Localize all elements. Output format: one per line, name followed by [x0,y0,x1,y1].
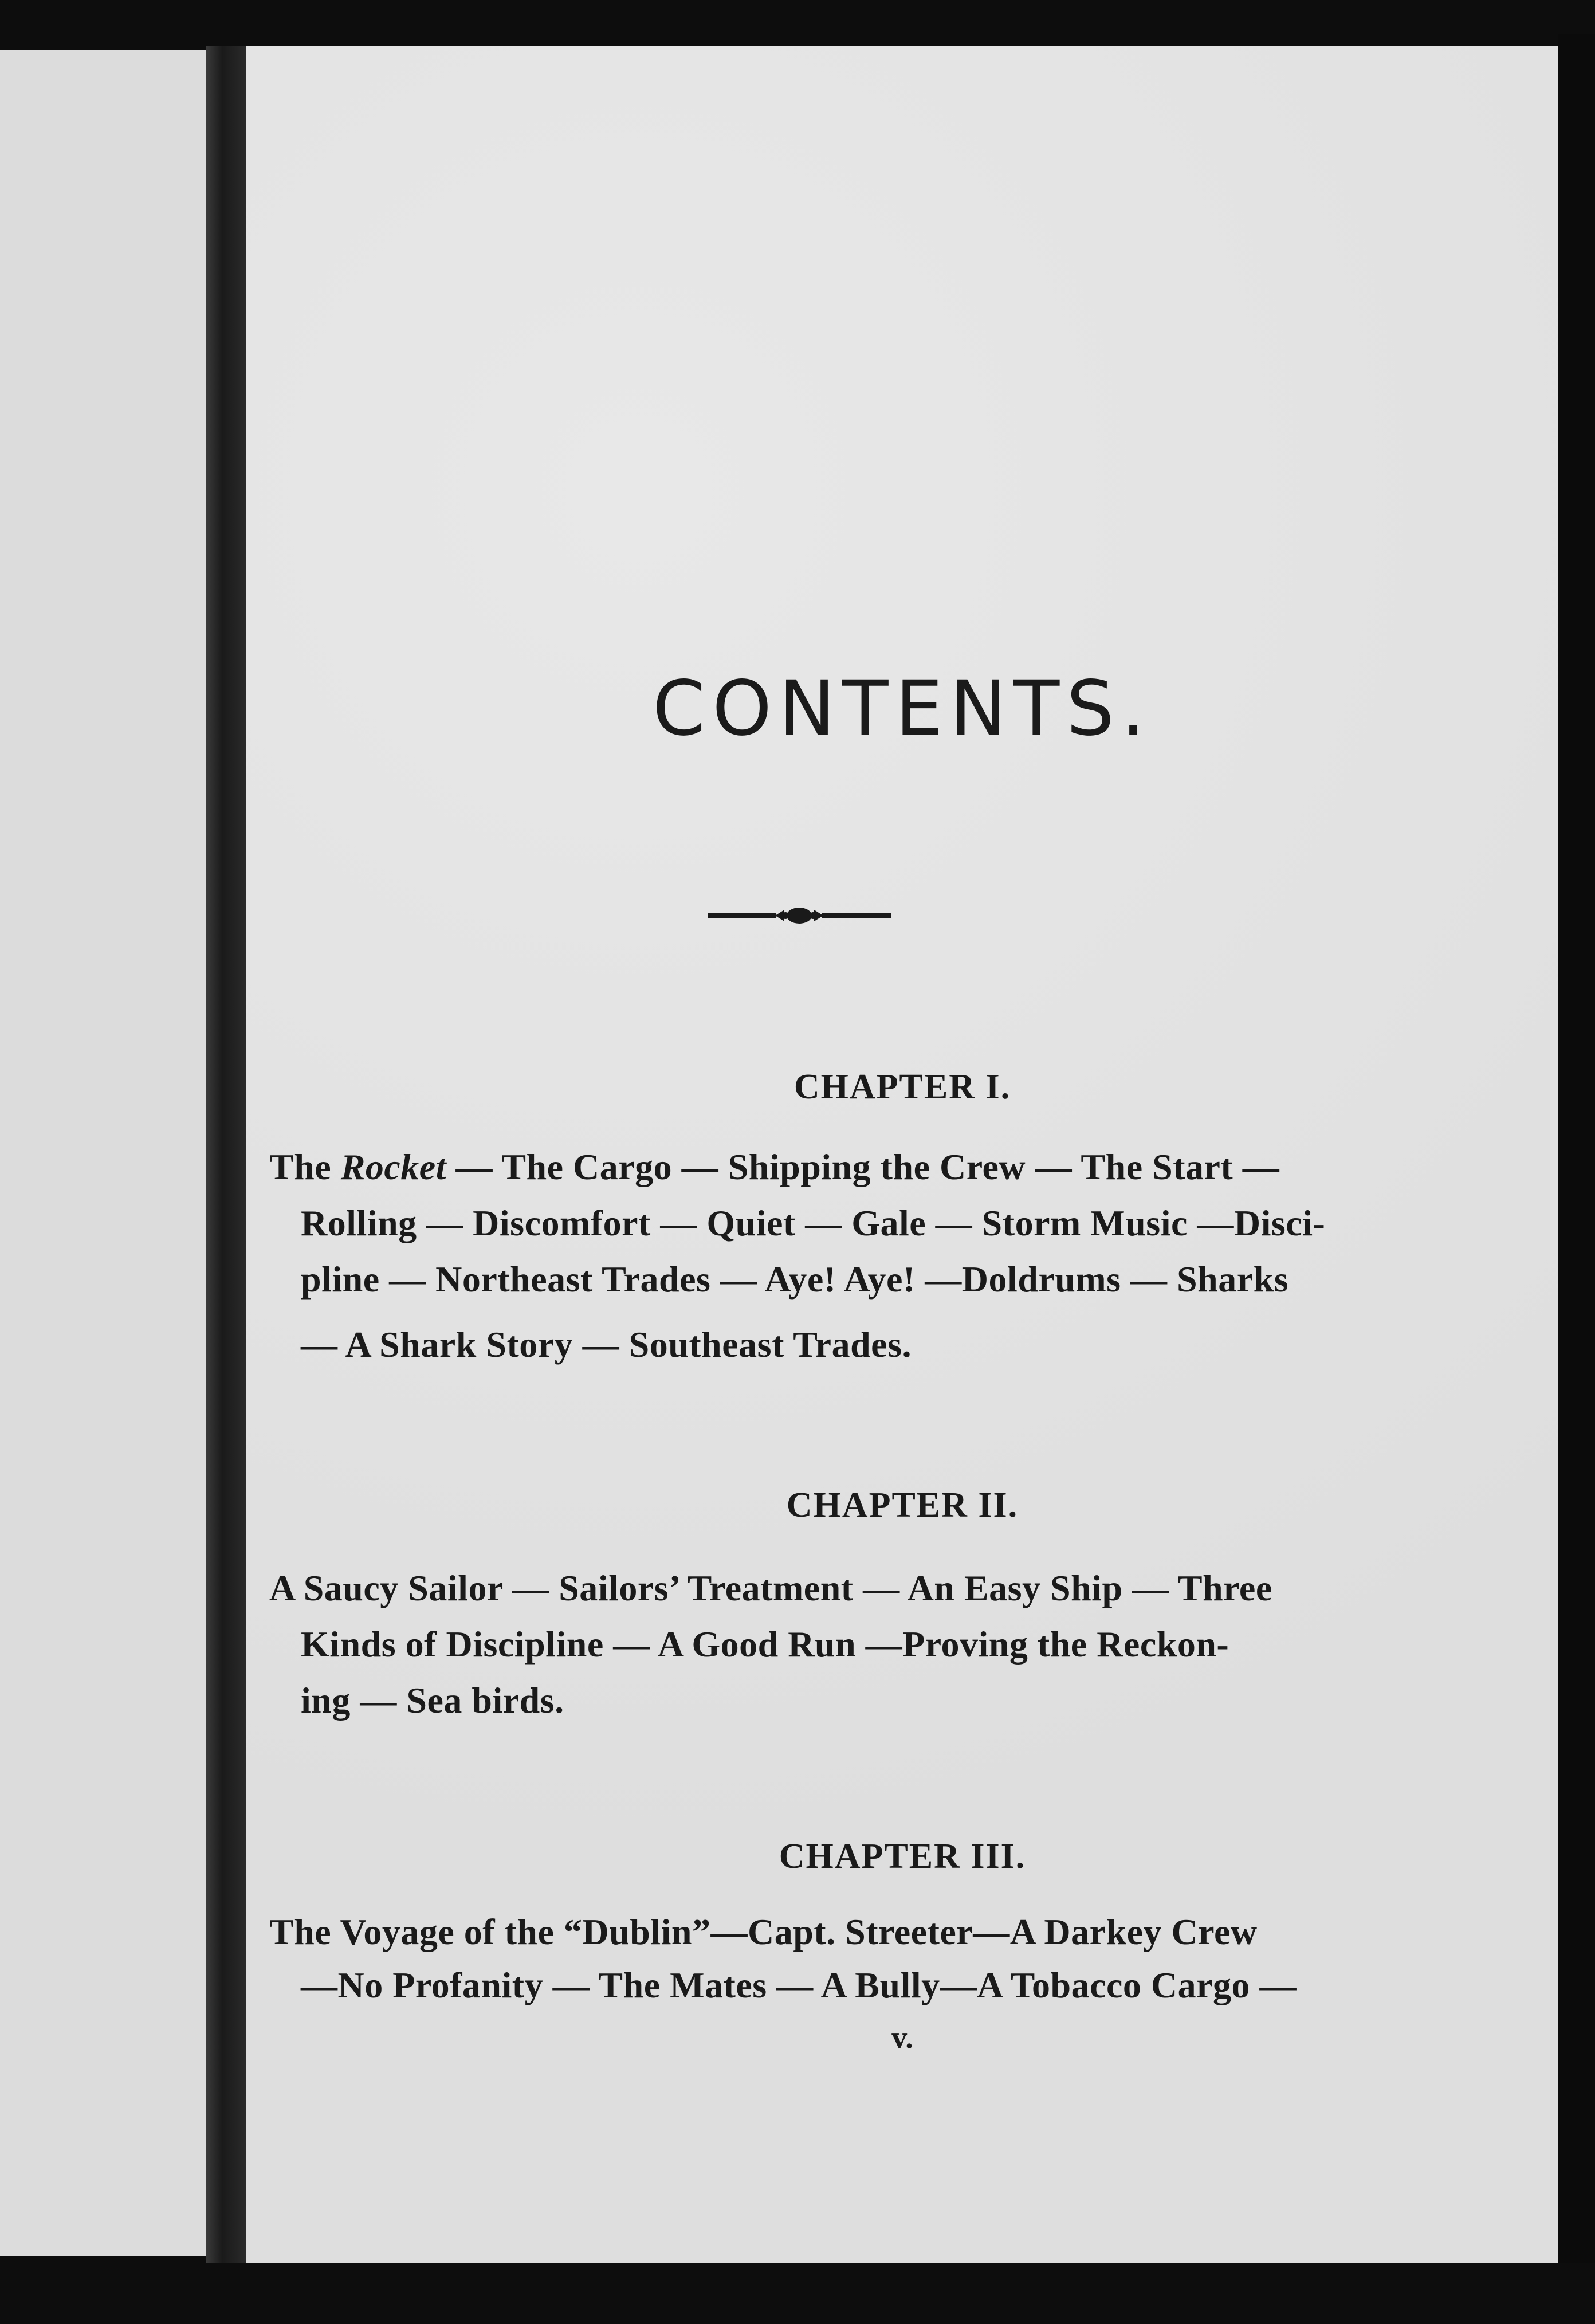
chapter-summary-line: —No Profanity — The Mates — A Bully—A Tobacco Cargo — [301,1965,1297,2005]
page-number: v. [891,2020,913,2055]
book-gutter [206,46,246,2263]
chapter-heading: CHAPTER I. [793,1067,1011,1106]
chapter-summary-line: — A Shark Story — Southeast Trades. [301,1324,912,1365]
chapter-summary-line: A Saucy Sailor — Sailors’ Treatment — An Easy Ship — Three [269,1568,1272,1608]
chapter-heading: CHAPTER II. [786,1486,1019,1525]
ornament-divider [708,898,891,933]
ship-name: Rocket [340,1147,446,1187]
page-title: CONTENTS. [653,665,1152,753]
chapter-summary-line: ing — Sea birds. [301,1680,564,1721]
chapter-summary-line: The Voyage of the “Dublin”—Capt. Streeter—A Darkey Crew [269,1911,1258,1952]
previous-page-edge [0,50,206,2256]
chapter-summary-line: pline — Northeast Trades — Aye! Aye! —Doldrums — Sharks [301,1259,1289,1300]
chapter-summary-line: Kinds of Discipline — A Good Run —Proving the Reckon- [301,1624,1229,1665]
chapter-summary-line: The Rocket — The Cargo — Shipping the Crew — The Start — [269,1147,1280,1187]
chapter-heading: CHAPTER III. [779,1837,1026,1876]
scan-border [1558,34,1595,2280]
chapter-summary-line: Rolling — Discomfort — Quiet — Gale — Storm Music —Disci- [301,1203,1326,1243]
scan-border-bottom [0,2263,1595,2324]
